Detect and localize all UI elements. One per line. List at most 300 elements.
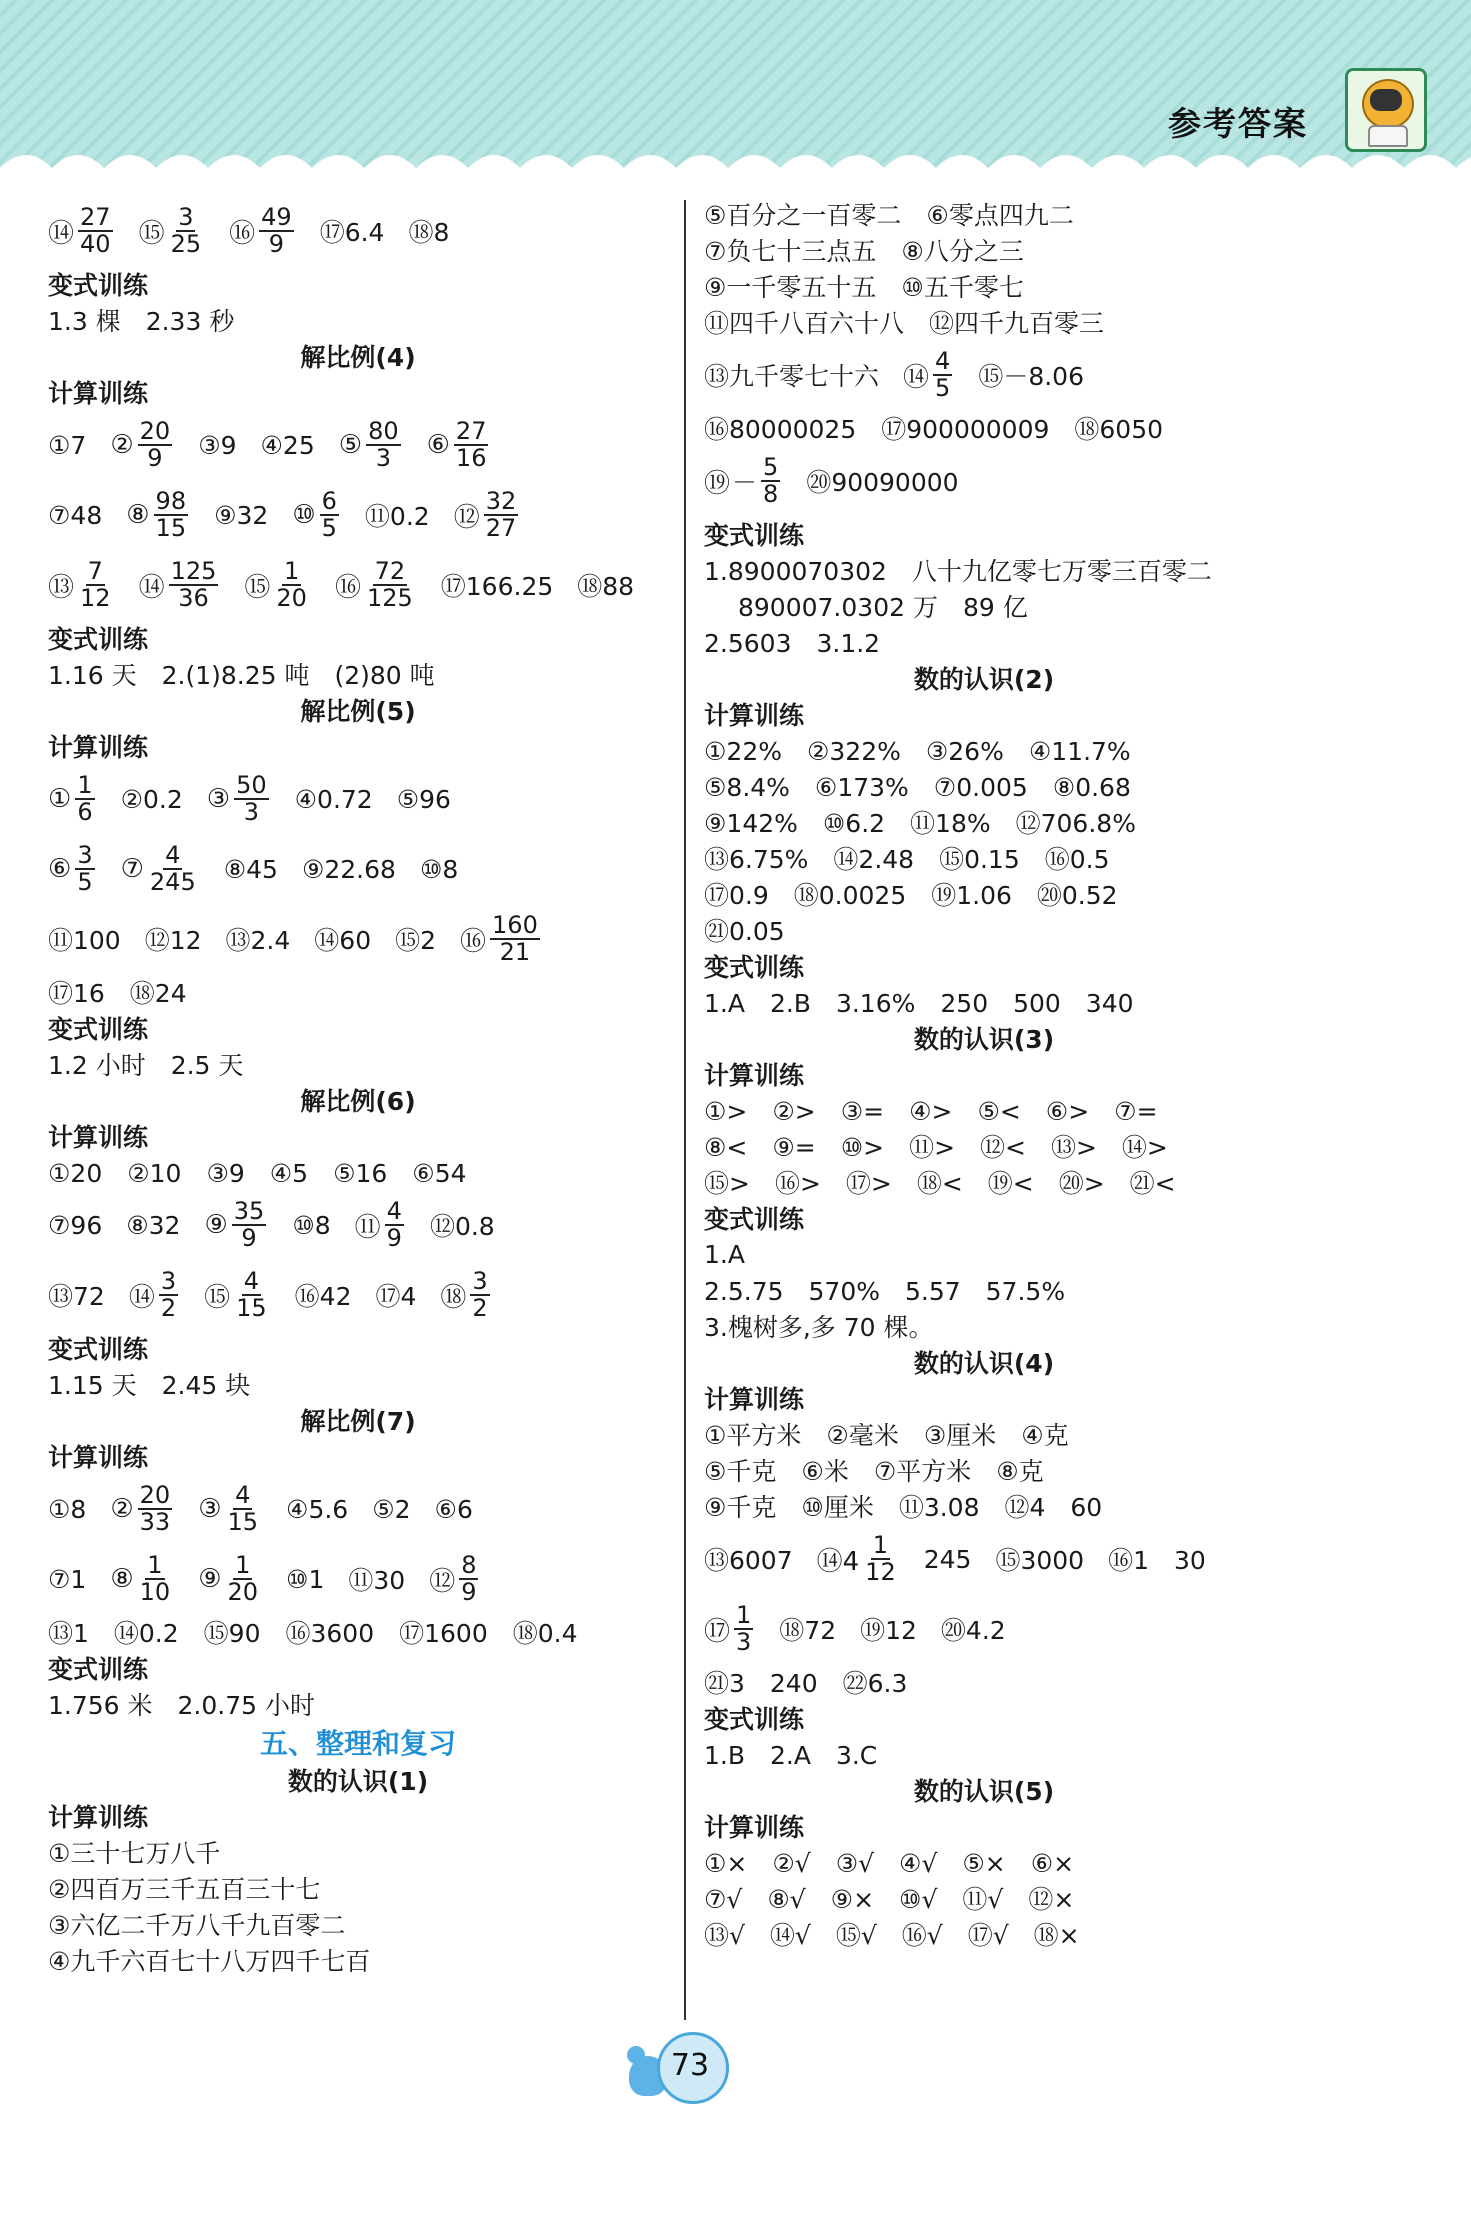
fraction-denominator: 5 [321, 514, 337, 542]
answer-item [1108, 1541, 1206, 1577]
answer-item [453, 486, 521, 542]
answer-item [779, 1611, 836, 1647]
answer-value: ⑭60 [314, 926, 372, 955]
answer-value: ②0.2 [120, 784, 183, 814]
answer-number: ⑲ [704, 468, 731, 499]
answer-line [704, 446, 1264, 516]
fraction [234, 770, 269, 826]
answer-item [48, 1565, 86, 1594]
exercise-label: 计算训练 [48, 1123, 149, 1152]
section-heading: 解比例(6) [300, 1087, 416, 1116]
fraction-numerator: 50 [236, 770, 267, 799]
answer-value: ⑱88 [577, 572, 635, 601]
answer-line: ⑪四千八百六十八 ⑫四千九百零三 [704, 309, 1105, 338]
exercise-label: 计算训练 [48, 1803, 149, 1832]
fraction [159, 1266, 178, 1322]
answer-line: ⑤千克 ⑥米 ⑦平方米 ⑧克 [704, 1457, 1044, 1486]
answer-item [128, 1266, 180, 1322]
answer-value: ⑳90090000 [806, 468, 959, 497]
answer-item [120, 840, 200, 896]
fraction [470, 1266, 489, 1322]
answer-item [320, 213, 385, 249]
answer-line: ①平方米 ②毫米 ③厘米 ④克 [704, 1421, 1069, 1450]
section-heading: 数的认识(2) [913, 665, 1055, 694]
answer-item [48, 501, 102, 530]
answer-value: ⑧45 [223, 854, 278, 884]
answer-line: 1.15 天 2.45 块 [48, 1371, 251, 1400]
answer-value: ⑨32 [214, 500, 269, 530]
answer-number: ⑭ [48, 218, 75, 249]
exercise-label: 变式训练 [704, 521, 805, 550]
fraction-numerator: 27 [80, 202, 111, 231]
answer-value: ⑬6007 [704, 1546, 793, 1575]
answer-value: ④0.72 [294, 784, 373, 814]
answer-line [704, 1594, 1264, 1664]
answer-item [126, 1211, 180, 1240]
fraction-denominator: 5 [935, 374, 951, 402]
fraction [232, 1196, 267, 1252]
fraction-numerator: 4 [165, 840, 181, 869]
answer-number: ⑨ [198, 1564, 222, 1594]
fraction [169, 556, 219, 612]
fraction [138, 1480, 173, 1536]
answer-item [48, 431, 86, 460]
answer-line: ⑰0.9 ⑱0.0025 ⑲1.06 ⑳0.52 [704, 881, 1118, 910]
answer-item [704, 452, 782, 508]
left-column [48, 196, 668, 1978]
exercise-label: 计算训练 [48, 1443, 149, 1472]
section-heading: 解比例(4) [300, 343, 416, 372]
exercise-label: 变式训练 [48, 1015, 149, 1044]
answer-line: ③六亿二千万八千九百零二 [48, 1911, 346, 1940]
fraction-numerator: 5 [763, 452, 779, 481]
exercise-label: 变式训练 [48, 1655, 149, 1684]
answer-item [110, 1550, 174, 1606]
fraction-numerator: 32 [485, 486, 517, 515]
answer-number: ⑫ [453, 502, 480, 533]
answer-item [138, 202, 206, 258]
scalloped-edge [0, 150, 1471, 185]
answer-line [48, 764, 668, 834]
answer-line: 890007.0302 万 89 亿 [738, 593, 1028, 622]
fraction-denominator: 9 [241, 1224, 257, 1252]
answer-number: ⑧ [110, 1564, 134, 1594]
answer-value: ⑪30 [348, 1566, 406, 1595]
fraction [366, 416, 401, 472]
answer-item [48, 556, 115, 612]
answer-item [48, 1495, 86, 1524]
answer-value: ⑯42 [294, 1282, 352, 1311]
section-heading: 数的认识(4) [913, 1349, 1055, 1378]
answer-line [48, 1474, 668, 1544]
fraction-numerator: 80 [368, 416, 399, 445]
answer-value: ⑮2 [395, 926, 437, 955]
fraction [933, 346, 952, 402]
answer-number: ⑰ [704, 1616, 731, 1647]
answer-item [48, 1211, 102, 1240]
answer-line: 1.2 小时 2.5 天 [48, 1051, 244, 1080]
answer-line: ⑤8.4% ⑥173% ⑦0.005 ⑧0.68 [704, 773, 1131, 802]
fraction-numerator: 72 [374, 556, 406, 585]
fraction [226, 1480, 261, 1536]
answer-item [577, 567, 634, 603]
fraction [365, 556, 415, 612]
fraction-denominator: 245 [149, 868, 196, 896]
fraction-denominator: 9 [147, 444, 163, 472]
answer-line [48, 480, 668, 550]
answer-item [440, 1266, 491, 1322]
answer-line [48, 1260, 668, 1330]
fraction-denominator: 21 [499, 938, 531, 966]
answer-number: ⑪ [354, 1212, 381, 1243]
answer-item [204, 1266, 271, 1322]
exercise-label: 变式训练 [48, 271, 149, 300]
fraction-denominator: 3 [243, 798, 259, 826]
answer-line: ④九千六百七十八万四千七百 [48, 1947, 371, 1976]
fraction-numerator: 1 [77, 770, 93, 799]
fraction-denominator: 27 [485, 514, 517, 542]
answer-number: ⑯ [334, 572, 361, 603]
fraction [154, 486, 189, 542]
fraction-denominator: 36 [178, 584, 209, 612]
section-heading: 数的认识(5) [913, 1777, 1055, 1806]
fraction-denominator: 6 [77, 798, 93, 826]
answer-line: 1.16 天 2.(1)8.25 吨 (2)80 吨 [48, 661, 435, 690]
answer-line: ⑰16 ⑱24 [48, 979, 187, 1008]
fraction-numerator: 35 [233, 1196, 265, 1225]
answer-item [286, 1565, 324, 1594]
fraction-denominator: 10 [139, 1578, 171, 1606]
fraction-denominator: 20 [276, 584, 307, 612]
answer-line: ⑤百分之一百零二 ⑥零点四九二 [704, 201, 1074, 230]
answer-item [978, 357, 1084, 393]
fraction-denominator: 12 [865, 1558, 896, 1586]
answer-item [395, 921, 436, 957]
answer-item [48, 770, 97, 826]
exercise-label: 计算训练 [704, 1061, 805, 1090]
answer-item [48, 921, 121, 957]
answer-number: ① [48, 784, 72, 814]
answer-line [48, 410, 668, 480]
fraction-numerator: 4 [386, 1196, 402, 1225]
answer-value: ⑯1 30 [1108, 1546, 1206, 1575]
answer-item [704, 1600, 755, 1656]
answer-line: ⑦√ ⑧√ ⑨× ⑩√ ⑪√ ⑫× [704, 1885, 1075, 1914]
answer-number: ⑱ [440, 1282, 467, 1313]
answer-number: ⑥ [48, 854, 72, 884]
answer-line: 1.A 2.B 3.16% 250 500 340 [704, 989, 1134, 1018]
answer-value: ⑩8 [419, 854, 459, 884]
answer-value: ⑪100 [48, 926, 121, 955]
answer-item [110, 1480, 174, 1536]
fraction [320, 486, 339, 542]
page-header-title: 参考答案 [1168, 104, 1308, 143]
exercise-label: 计算训练 [48, 733, 149, 762]
fraction [259, 202, 294, 258]
answer-value: ⑱8 [408, 218, 450, 247]
fraction-numerator: 20 [139, 416, 171, 445]
answer-value: ⑤2 [372, 1494, 411, 1524]
answer-item [292, 1211, 330, 1240]
fraction [454, 416, 489, 472]
fraction [138, 1550, 173, 1606]
answer-line: ⑬√ ⑭√ ⑮√ ⑯√ ⑰√ ⑱× [704, 1921, 1080, 1950]
exercise-label: 变式训练 [48, 625, 149, 654]
exercise-label: 变式训练 [704, 1705, 805, 1734]
fraction-denominator: 25 [170, 230, 202, 258]
answer-line [48, 904, 668, 974]
answer-line: ⑧< ⑨= ⑩> ⑪> ⑫< ⑬> ⑭> [704, 1133, 1168, 1162]
answer-sign: － [732, 468, 758, 497]
answer-value: ⑦48 [48, 500, 103, 530]
answer-line: ⑦负七十三点五 ⑧八分之三 [704, 237, 1024, 266]
answer-item [198, 1480, 262, 1536]
answer-number: ③ [198, 1494, 222, 1524]
answer-line: ①22% ②322% ③26% ④11.7% [704, 737, 1131, 766]
fraction-numerator: 4 [243, 1266, 260, 1295]
fraction-numerator: 1 [736, 1600, 752, 1629]
answer-item [286, 1495, 348, 1524]
answer-item [704, 357, 879, 393]
answer-value: ⑲12 [860, 1616, 917, 1645]
fraction-numerator: 1 [147, 1550, 163, 1579]
fraction-denominator: 15 [236, 1294, 267, 1322]
fraction [274, 556, 309, 612]
answer-item [426, 416, 491, 472]
answer-item [435, 1495, 473, 1524]
answer-line [704, 1524, 1264, 1594]
answer-item [292, 486, 341, 542]
answer-item [941, 1611, 1006, 1647]
answer-number: ⑨ [204, 1210, 228, 1240]
answer-value: ④25 [260, 430, 315, 460]
answer-item [295, 1277, 352, 1313]
answer-item [138, 556, 221, 612]
answer-number: ⑩ [292, 500, 316, 530]
answer-value: 245 [923, 1544, 972, 1574]
fraction-numerator: 3 [77, 840, 93, 869]
answer-item [244, 556, 311, 612]
fraction [484, 486, 519, 542]
fraction [75, 770, 94, 826]
fraction-numerator: 20 [139, 1480, 171, 1509]
answer-value: ⑰4 [375, 1282, 417, 1311]
answer-value: ⑰166.25 [440, 572, 554, 601]
fraction-numerator: 1 [284, 556, 300, 585]
answer-item [372, 1495, 410, 1524]
fraction-denominator: 2 [472, 1294, 488, 1322]
section-heading: 数的认识(3) [913, 1025, 1055, 1054]
exercise-label: 变式训练 [48, 1335, 149, 1364]
fraction-numerator: 125 [170, 556, 217, 585]
answer-item [860, 1611, 917, 1647]
answer-line: ①× ②√ ③√ ④√ ⑤× ⑥× [704, 1849, 1075, 1878]
answer-item [338, 416, 403, 472]
answer-number: ⑮ [204, 1282, 231, 1313]
answer-number: ⑭ [903, 362, 930, 393]
fraction [138, 416, 173, 472]
fraction [863, 1530, 898, 1586]
answer-item [408, 213, 449, 249]
answer-value: ③9 [198, 430, 237, 460]
fraction [75, 840, 94, 896]
answer-line: ⑯80000025 ⑰900000009 ⑱6050 [704, 415, 1164, 444]
answer-line: ①三十七万八千 [48, 1839, 221, 1868]
answer-number: ⑭ [128, 1282, 155, 1313]
fraction [234, 1266, 269, 1322]
fraction-denominator: 125 [366, 584, 413, 612]
answer-value: ⑤96 [396, 784, 451, 814]
page-number: 73 [670, 2048, 710, 2083]
answer-value: ⑬72 [48, 1282, 105, 1311]
answer-value: ⑰6.4 [319, 218, 385, 247]
fraction-numerator: 1 [872, 1530, 889, 1559]
astronaut-icon [1345, 68, 1427, 152]
fraction-numerator: 49 [261, 202, 292, 231]
answer-line: ⑨千克 ⑩厘米 ⑪3.08 ⑫4 60 [704, 1493, 1103, 1522]
answer-number: ⑬ [48, 572, 75, 603]
answer-value: ①7 [48, 430, 87, 460]
section-heading: 数的认识(1) [287, 1767, 429, 1796]
fraction [148, 840, 198, 896]
answer-value: ④5.6 [286, 1494, 349, 1524]
answer-line [48, 196, 668, 266]
fraction-denominator: 16 [455, 444, 487, 472]
answer-line: 2.5603 3.1.2 [704, 629, 881, 658]
answer-item [295, 785, 373, 814]
exercise-label: 变式训练 [704, 1205, 805, 1234]
fraction-numerator: 160 [492, 910, 538, 939]
answer-line [48, 834, 668, 904]
answer-value: ⑮3000 [995, 1546, 1085, 1575]
exercise-label: 计算训练 [704, 1385, 805, 1414]
answer-line [48, 1544, 668, 1614]
answer-item [429, 1550, 480, 1606]
fraction-denominator: 5 [77, 868, 93, 896]
answer-number: ⑮ [244, 572, 271, 603]
fraction [734, 1600, 753, 1656]
answer-item [226, 921, 291, 957]
answer-line: ①20 ②10 ③9 ④5 ⑤16 ⑥54 [48, 1159, 467, 1188]
answer-number: ⑯ [229, 218, 256, 249]
answer-line [704, 340, 1264, 410]
fraction [385, 1196, 404, 1252]
fraction-denominator: 20 [227, 1578, 259, 1606]
fraction-numerator: 8 [461, 1550, 477, 1579]
exercise-label: 变式训练 [704, 953, 805, 982]
answer-value: ⑦96 [48, 1210, 103, 1240]
fraction [78, 202, 113, 258]
fraction [78, 556, 113, 612]
answer-item [460, 910, 542, 966]
section-heading: 解比例(7) [300, 1407, 416, 1436]
answer-item [365, 497, 430, 533]
fraction-denominator: 9 [268, 230, 285, 258]
answer-line [48, 550, 668, 620]
answer-item [48, 202, 115, 258]
answer-number: ⑤ [338, 430, 363, 460]
answer-number: ⑭4 [816, 1546, 860, 1577]
answer-number: ⑧ [126, 500, 150, 530]
answer-item [348, 1561, 405, 1597]
answer-item [995, 1541, 1084, 1577]
fraction-denominator: 9 [386, 1224, 402, 1252]
answer-item [334, 556, 417, 612]
answer-number: ⑫ [429, 1566, 456, 1597]
answer-line: 2.5.75 570% 5.57 57.5% [704, 1277, 1066, 1306]
fraction-numerator: 3 [178, 202, 194, 231]
fraction [169, 202, 204, 258]
answer-number: ② [110, 430, 134, 460]
answer-number: ② [110, 1494, 134, 1524]
page-number-badge [627, 2028, 731, 2108]
answer-number: ⑥ [426, 430, 450, 460]
fraction-denominator: 15 [227, 1508, 259, 1536]
answer-item [441, 567, 553, 603]
answer-item [704, 1541, 793, 1577]
answer-line: 1.8900070302 八十九亿零七万零三百零二 [704, 557, 1212, 586]
answer-line: 1.3 棵 2.33 秒 [48, 307, 235, 336]
answer-line: 1.756 米 2.0.75 小时 [48, 1691, 315, 1720]
fraction-numerator: 4 [235, 1480, 251, 1509]
right-column [704, 196, 1264, 1952]
answer-line: ㉑0.05 [704, 917, 785, 946]
fraction-denominator: 3 [375, 444, 391, 472]
answer-item [206, 770, 271, 826]
answer-item [48, 1277, 105, 1313]
answer-item [198, 431, 236, 460]
fraction-numerator: 98 [155, 486, 187, 515]
fraction-numerator: 1 [235, 1550, 251, 1579]
exercise-label: 计算训练 [48, 379, 149, 408]
answer-item [204, 1196, 268, 1252]
answer-item [397, 785, 451, 814]
answer-value: ⑬九千零七十六 [704, 362, 880, 391]
answer-item [261, 431, 315, 460]
fraction-denominator: 9 [461, 1578, 477, 1606]
answer-value: ⑪0.2 [364, 502, 430, 531]
answer-item [806, 463, 958, 499]
answer-item [126, 486, 190, 542]
answer-item [903, 346, 954, 402]
chapter-title: 五、整理和复习 [259, 1727, 456, 1760]
fraction-numerator: 7 [87, 556, 103, 585]
fraction-denominator: 40 [80, 230, 111, 258]
answer-value: ⑧32 [126, 1210, 181, 1240]
answer-value: ⑫12 [144, 926, 202, 955]
answer-number: ③ [206, 784, 231, 814]
fraction [761, 452, 780, 508]
answer-item [145, 921, 202, 957]
answer-item [375, 1277, 416, 1313]
answer-number: ⑦ [120, 854, 144, 884]
header-banner [0, 0, 1471, 185]
fraction-numerator: 3 [472, 1266, 488, 1295]
answer-value: ⑥6 [434, 1494, 473, 1524]
fraction-numerator: 4 [935, 346, 951, 375]
answer-value: ①8 [48, 1494, 87, 1524]
fraction-numerator: 3 [160, 1266, 177, 1295]
fraction-denominator: 12 [80, 584, 111, 612]
answer-line [48, 1190, 668, 1260]
answer-line: 1.A [704, 1239, 745, 1269]
answer-line: ⑬6.75% ⑭2.48 ⑮0.15 ⑯0.5 [704, 845, 1110, 874]
answer-item [816, 1530, 900, 1586]
answer-item [420, 855, 458, 884]
answer-number: ⑯ [460, 926, 487, 957]
fraction-denominator: 15 [155, 514, 187, 542]
answer-value: ⑬2.4 [225, 926, 291, 955]
